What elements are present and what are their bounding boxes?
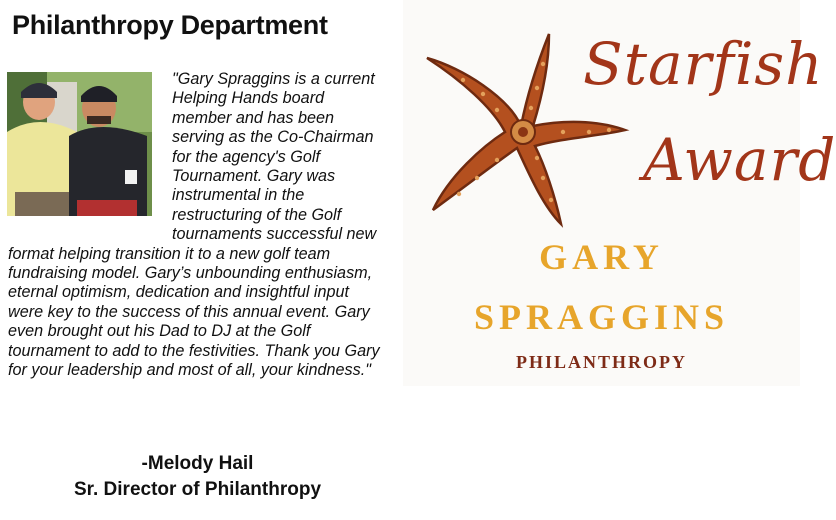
honoree-last-name: SPRAGGINS	[473, 297, 730, 337]
department-title: Philanthropy Department	[12, 10, 328, 40]
quote-text: "Gary Spraggins is a current Helping Hands board member and has been serving as the Co-Chairman for the agency's Golf Tournament. Gary was instrumental in the restructuring of the Golf tournaments successful new format helping transition it to a new golf team fundraising model. Gary’s unbounding enthusiasm, eternal optimism, dedication and insightful input were key to the success of this annual event. Gary even brought out his Dad to DJ at the Golf tournament to add to the festivities. Thank you Gary for your leadership and most of all, your kindness."	[8, 70, 380, 380]
signature-name: -Melody Hail	[141, 453, 254, 474]
award-category: PHILANTHROPY	[515, 352, 687, 372]
award-panel	[403, 0, 836, 386]
signature-role: Sr. Director of Philanthropy	[73, 479, 322, 500]
award-title-line2: Award	[643, 126, 836, 194]
honoree-first-name: GARY	[539, 237, 664, 277]
honoree-photo	[7, 72, 152, 216]
testimonial-panel	[0, 0, 395, 520]
award-title-line1: Starfish	[583, 30, 824, 98]
